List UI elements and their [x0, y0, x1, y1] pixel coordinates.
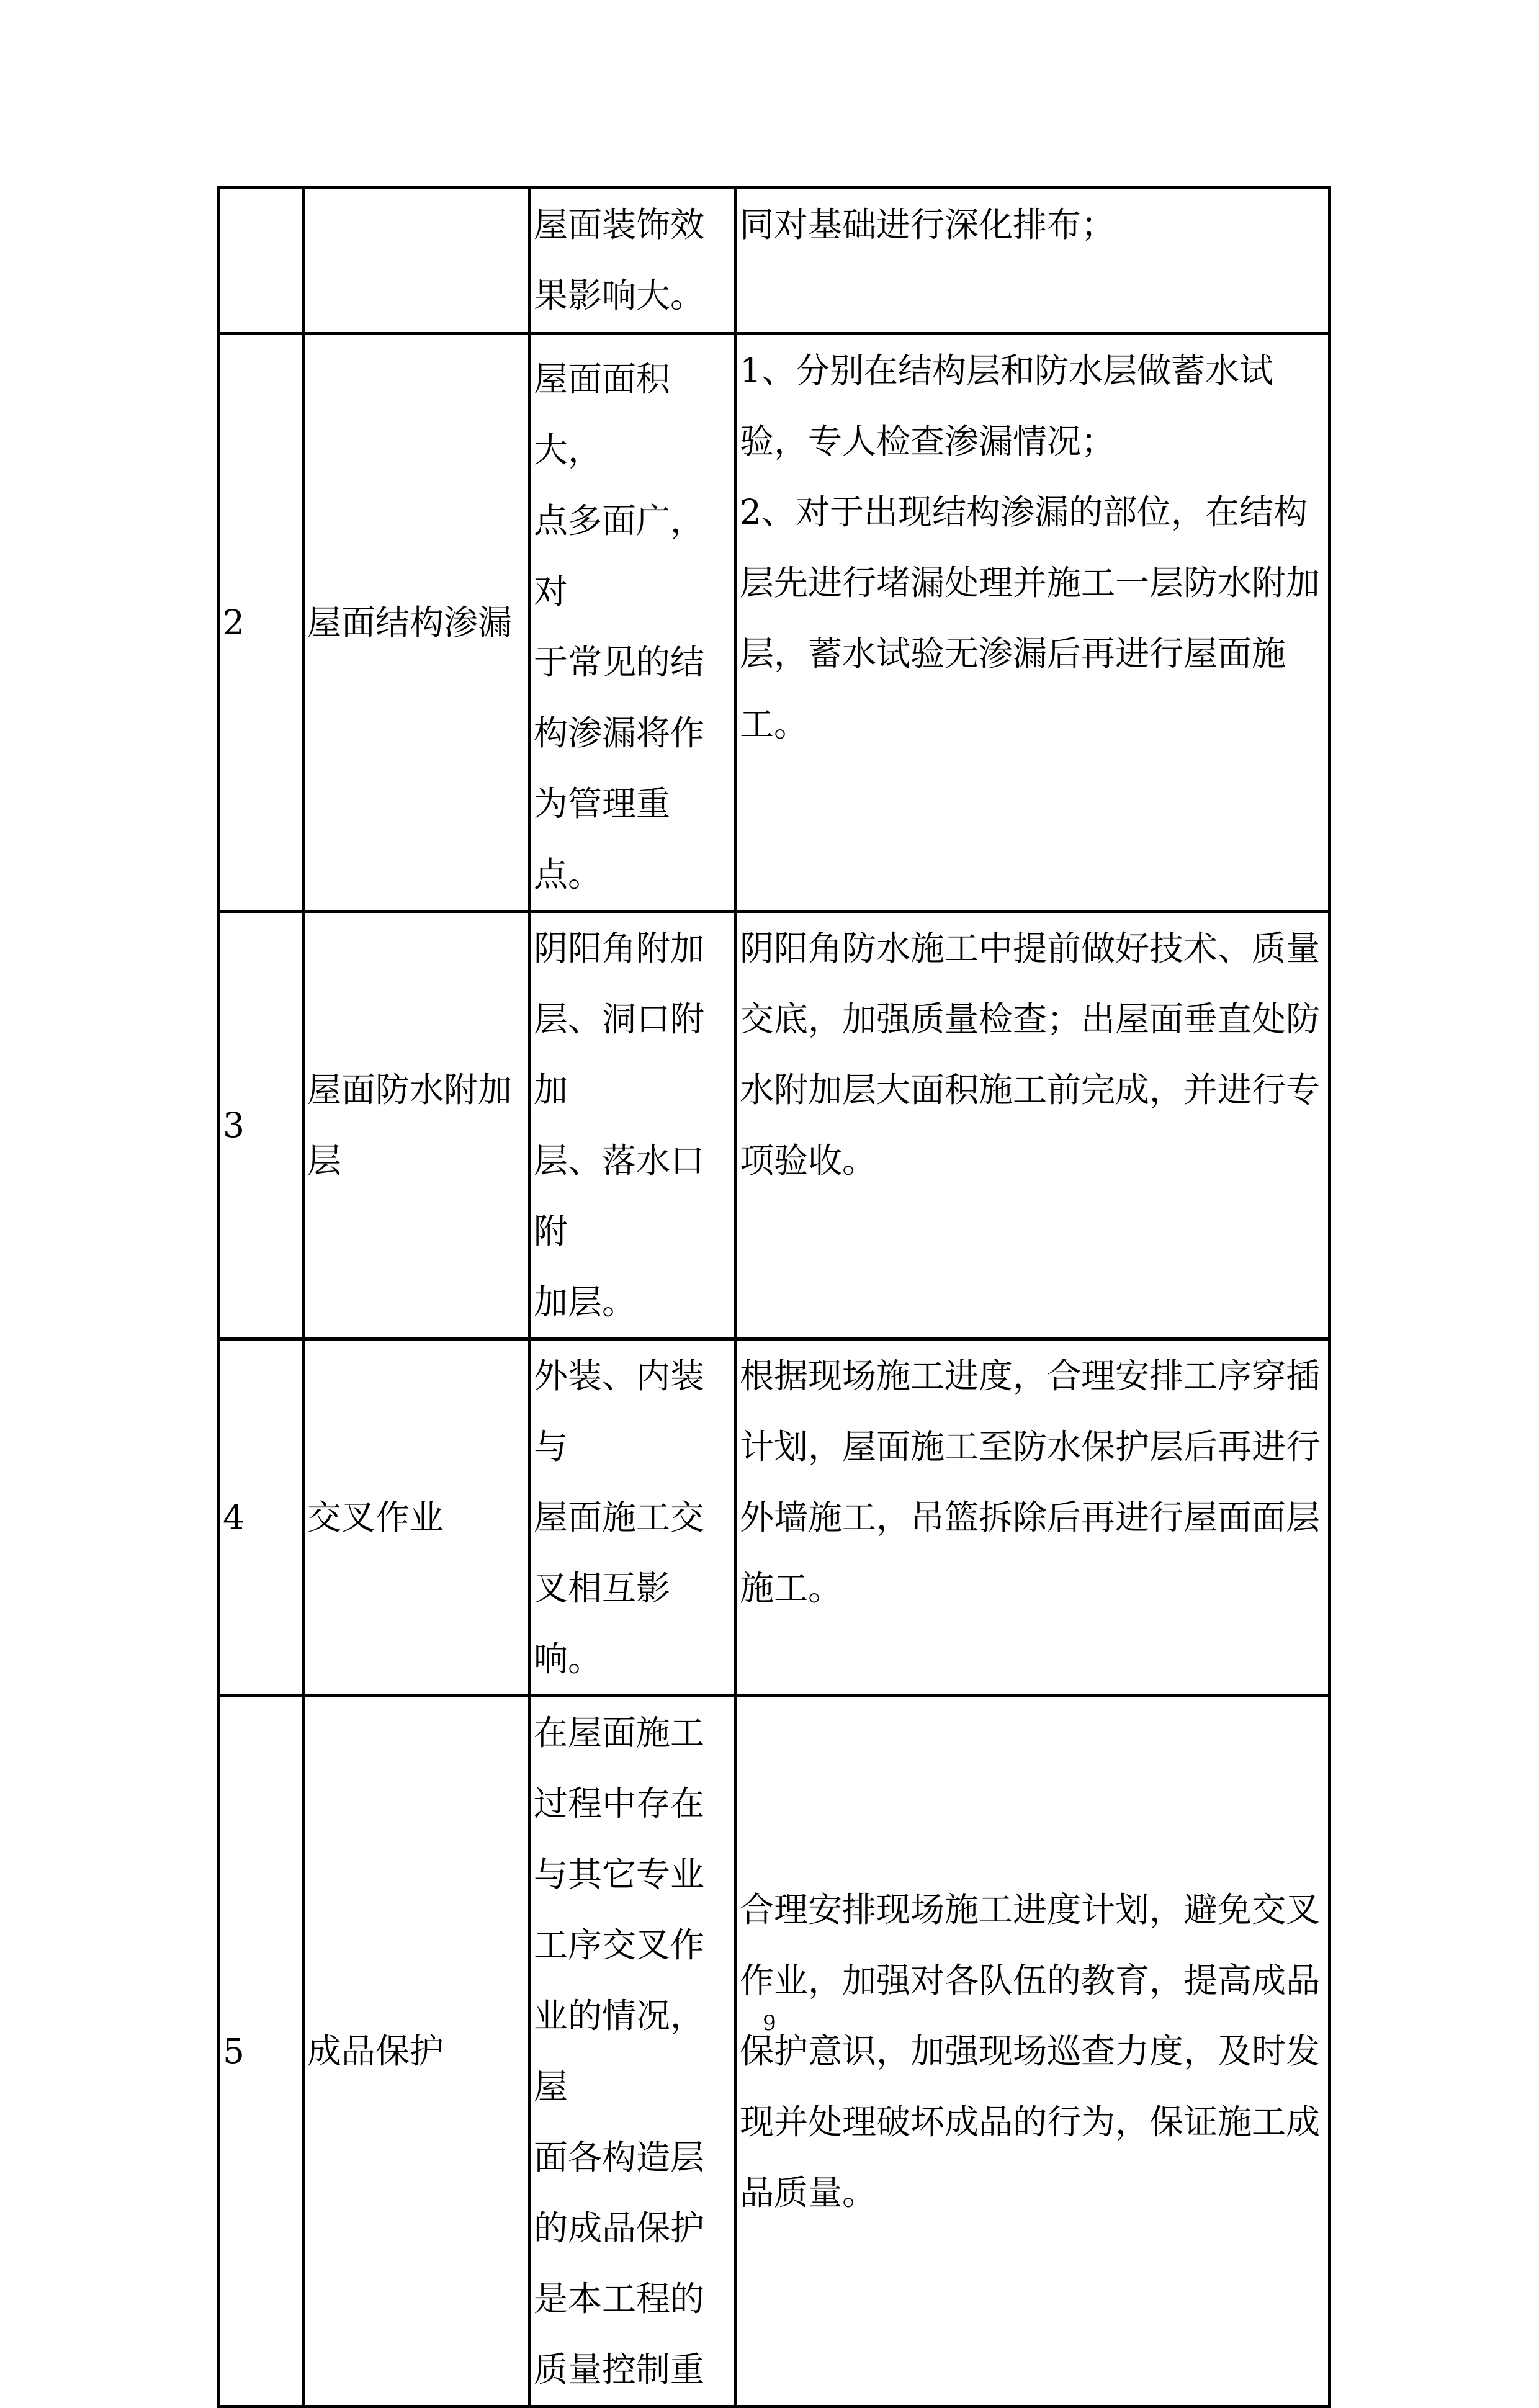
risk-description-text: 阴阳角附加 层、洞口附加 层、落水口附 加层。	[534, 928, 705, 1322]
control-measure-text: 阴阳角防水施工中提前做好技术、质量交底，加强质量检查；出屋面垂直处防水附加层大面积施工前完成，并进行专项验收。	[740, 928, 1321, 1180]
row-number: 5	[219, 1696, 303, 2407]
risk-description-text: 外装、内装与 屋面施工交 叉相互影响。	[534, 1356, 705, 1679]
row-number	[219, 188, 303, 334]
control-measure	[736, 1696, 1330, 2407]
risk-description	[530, 1339, 736, 1696]
risk-description-text: 屋面面积大， 点多面广，对 于常见的结 构渗漏将作 为管理重点。	[534, 359, 705, 894]
table-row	[219, 334, 1330, 912]
risk-description-text: 在屋面施工 过程中存在 与其它专业 工序交叉作 业的情况，屋 面各构造层 的成品保护 是本工程的 质量控制重	[534, 1713, 705, 2389]
control-measure-text: 合理安排现场施工进度计划，避免交叉作业，加强对各队伍的教育，提高成品保护意识，加强现场巡查力度，及时发现并处理破坏成品的行为，保证施工成品质量。	[740, 1890, 1321, 2213]
risk-description	[530, 188, 736, 334]
risk-description	[530, 912, 736, 1339]
control-measure-text: 根据现场施工进度，合理安排工序穿插计划，屋面施工至防水保护层后再进行外墙施工，吊篮拆除后再进行屋面面层施工。	[740, 1356, 1321, 1608]
control-measure-text: 1、分别在结构层和防水层做蓄水试验，专人检查渗漏情况； 2、对于出现结构渗漏的部位，在结构层先进行堵漏处理并施工一层防水附加层，蓄水试验无渗漏后再进行屋面施工。	[740, 351, 1321, 744]
risk-description	[530, 334, 736, 912]
control-measure-text: 同对基础进行深化排布；	[740, 205, 1116, 245]
risk-description-text: 屋面装饰效 果影响大。	[534, 205, 705, 315]
control-measure	[736, 1339, 1330, 1696]
control-measure	[736, 334, 1330, 912]
risk-description	[530, 1696, 736, 2407]
risk-item: 屋面防水附加层	[303, 912, 530, 1339]
row-number: 2	[219, 334, 303, 912]
risk-item	[303, 188, 530, 334]
risk-control-table	[217, 186, 1331, 2408]
risk-item: 成品保护	[303, 1696, 530, 2407]
control-measure	[736, 912, 1330, 1339]
table-row	[219, 1696, 1330, 2407]
table-row	[219, 1339, 1330, 1696]
row-number: 4	[219, 1339, 303, 1696]
risk-item: 屋面结构渗漏	[303, 334, 530, 912]
control-measure	[736, 188, 1330, 334]
table-row	[219, 188, 1330, 334]
risk-item: 交叉作业	[303, 1339, 530, 1696]
row-number: 3	[219, 912, 303, 1339]
table-row	[219, 912, 1330, 1339]
page-number: 9	[763, 2011, 776, 2036]
